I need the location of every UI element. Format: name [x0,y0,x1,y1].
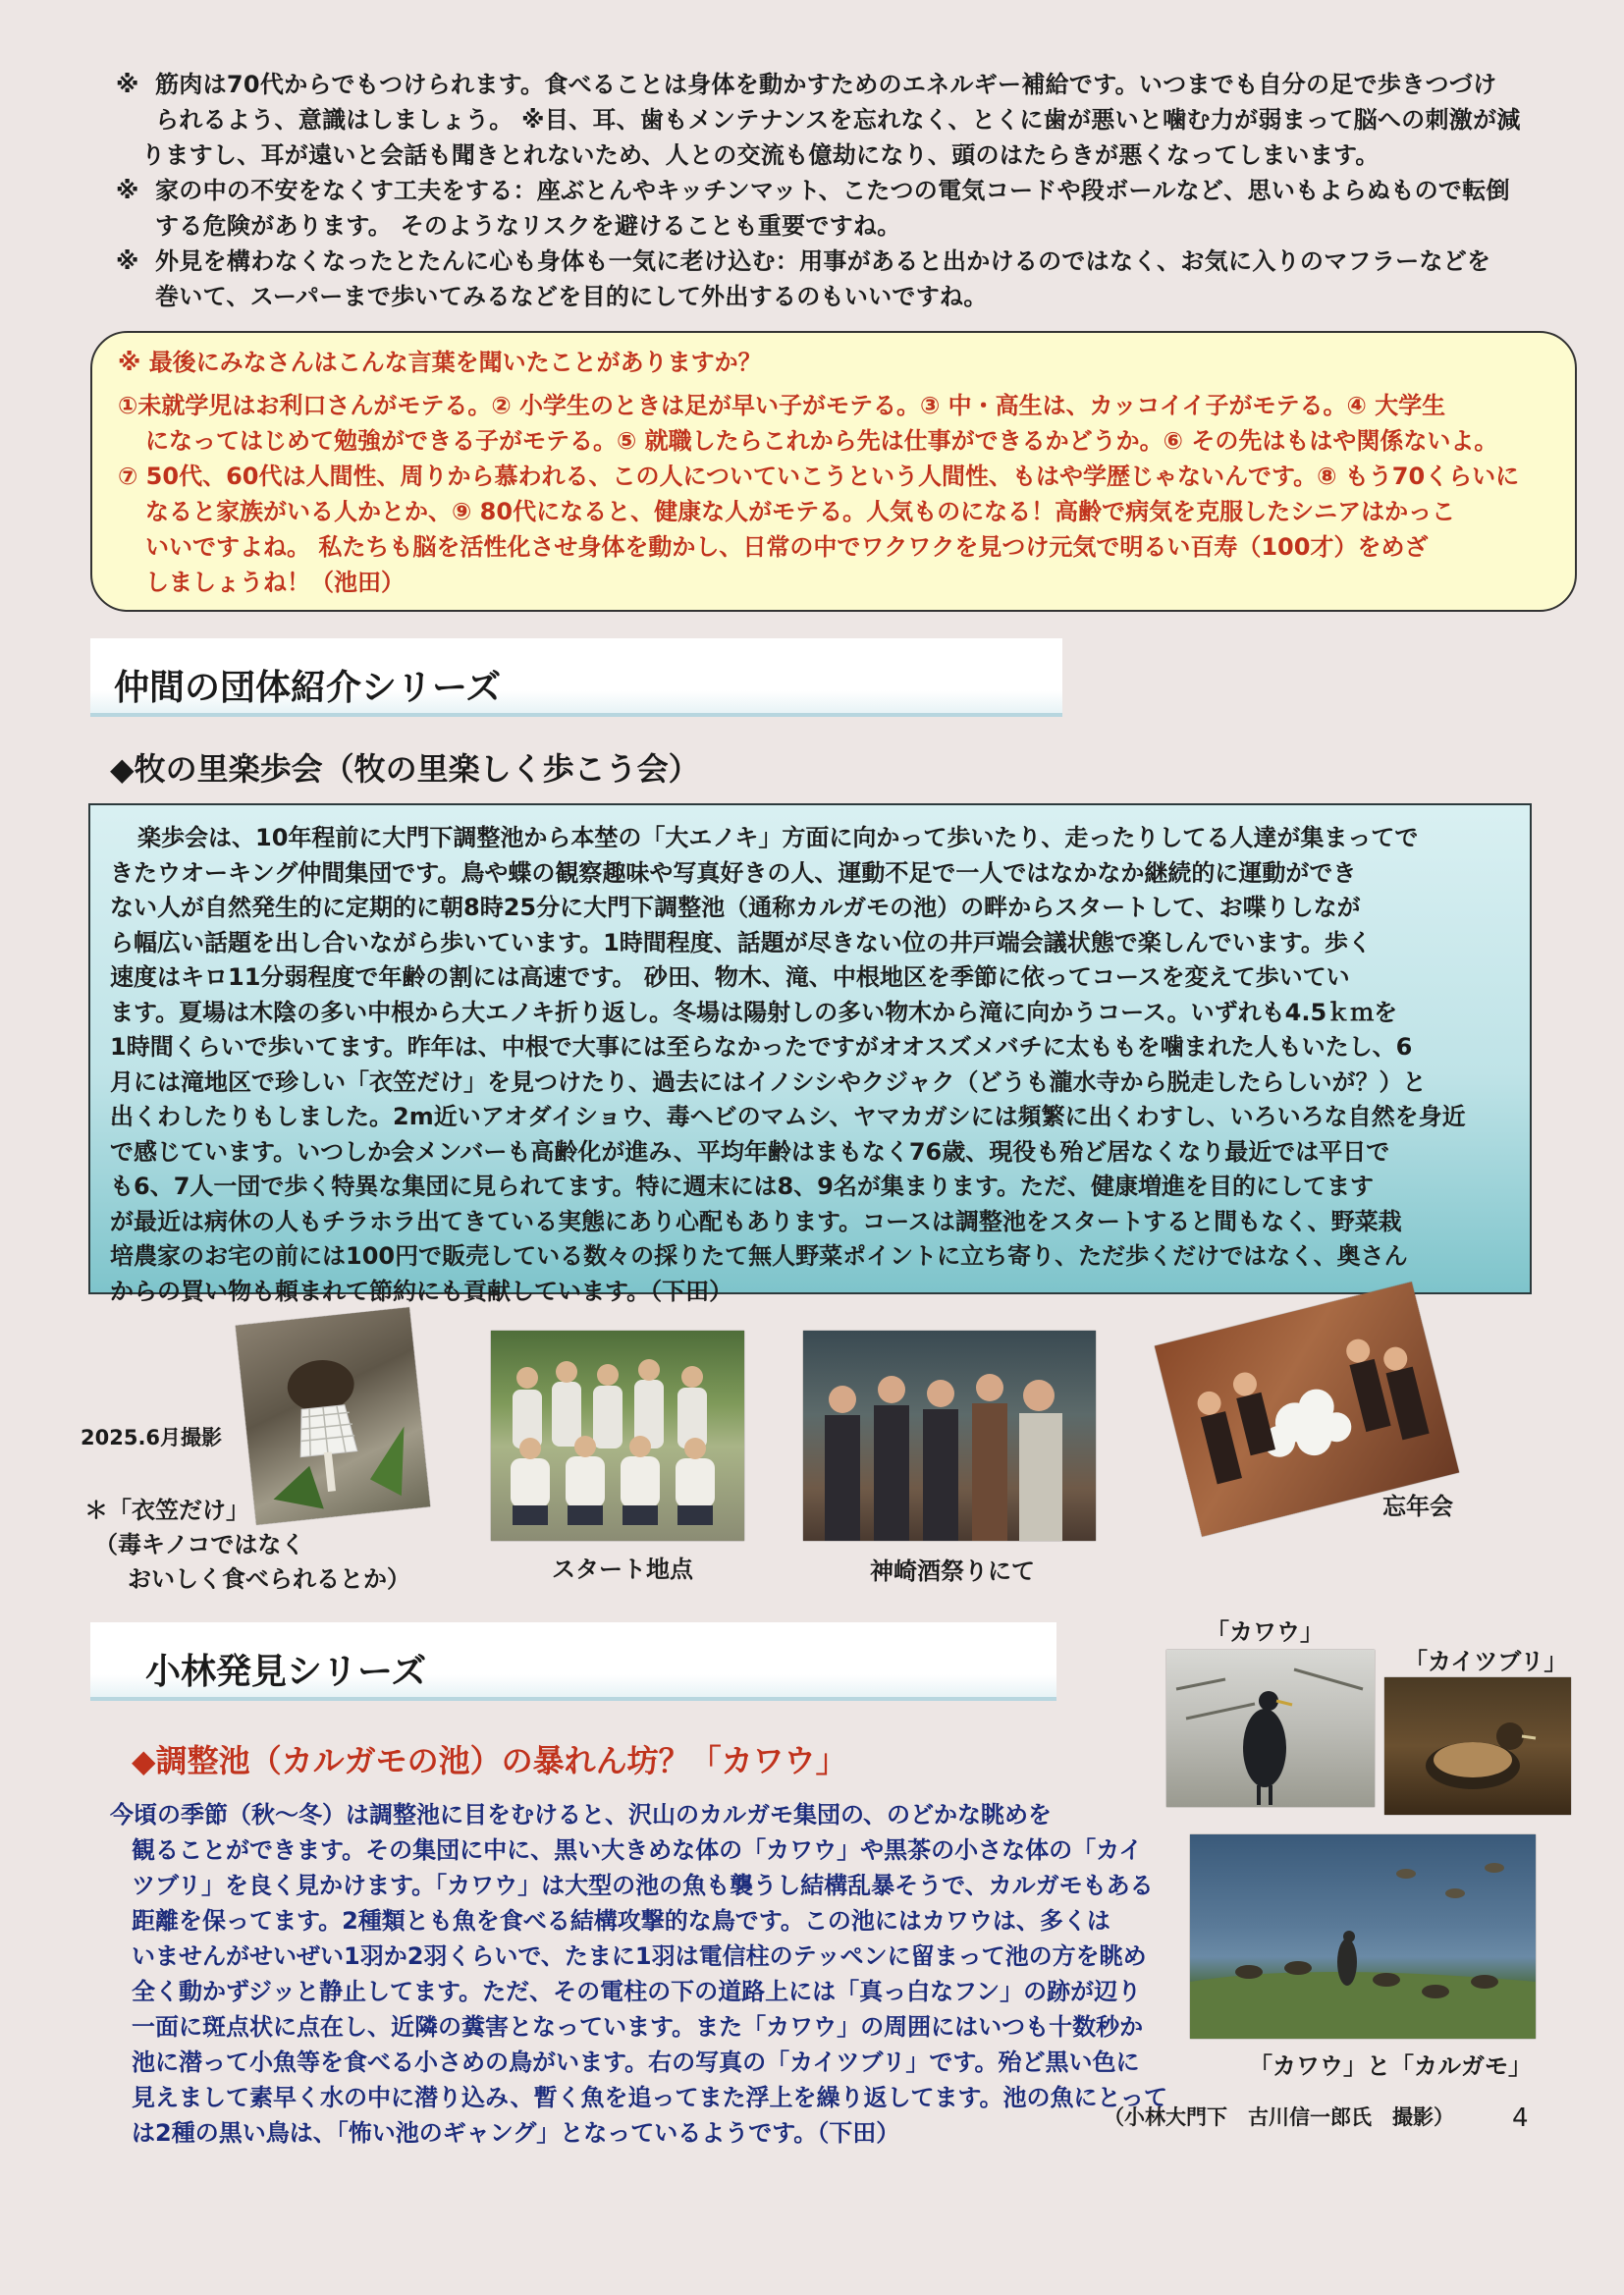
note-line: られるよう、意識はしましょう。 ※目、耳、歯もメンテナンスを忘れなく、とくに歯が悪いと噛む力が弱まって脳への刺激が減 [155,106,1521,134]
saying-line: しましょうね！（池田） [145,569,405,596]
festival-photo [803,1331,1096,1541]
group-description [110,821,1514,1309]
kaitsuburi-caption: 「カイツブリ」 [1404,1648,1568,1675]
saying-heading: ※ 最後にみなさんはこんな言葉を聞いたことがありますか？ [118,349,762,376]
kobayashi-article [90,1797,1180,2151]
description-line: 速度はキロ11分弱程度で年齢の割には高速です。 砂田、物木、滝、中根地区を季節に依ってコースを変えて歩いてい [110,963,1350,991]
article-line: 今頃の季節（秋～冬）は調整池に目をむけると、沢山のカルガモ集団の、のどかな眺めを [110,1801,1053,1829]
festival-people-illustration [803,1331,1096,1541]
start-point-caption: スタート地点 [552,1556,693,1583]
mushroom-caption-note: （毒キノコではなく [94,1531,305,1558]
page-number: 4 [1512,2104,1529,2133]
note-line: 巻いて、スーパーまで歩いてみるなどを目的にして外出するのもいいですね。 [155,283,988,310]
saying-line: いいですよね。 私たちも脳を活性化させ身体を動かし、日常の中でワクワクを見つけ元気で明るい百寿（100才）をめざ [145,533,1429,561]
kawau-karugamo-photo [1190,1834,1536,2039]
photo-date-caption: 2025.6月撮影 [81,1426,223,1449]
article-line: 見えまして素早く水の中に潜り込み、暫く魚を追ってまた浮上を繰り返してます。池の魚にとって [132,2084,1168,2111]
description-line: きたウオーキング仲間集団です。鳥や蝶の観察趣味や写真好きの人、運動不足で一人ではなかなか継続的に運動ができ [110,858,1357,887]
note-line: 筋肉は70代からでもつけられます。食べることは身体を動かすためのエネルギー補給です。いつまでも自分の足で歩きつづけ [155,71,1497,98]
mushroom-photo [236,1307,430,1524]
kobayashi-subtitle: ◆調整池（カルガモの池）の暴れん坊？「カワウ」 [132,1742,847,1779]
grebe-illustration [1384,1677,1571,1815]
article-line: 観ることができます。その集団に中に、黒い大きめな体の「カワウ」や黒茶の小さな体の「カイ [132,1836,1143,1864]
saying-line: ①未就学児はお利口さんがモテる。② 小学生のときは足が早い子がモテる。③ 中・高生は、カッコイイ子がモテる。④ 大学生 [118,392,1446,419]
article-line: 全く動かずジッと静止してます。ただ、その電柱の下の道路上には「真っ白なフン」の跡が辺り [132,1978,1142,2005]
group-section-header [90,638,1062,717]
kobayashi-section-title: 小林発見シリーズ [145,1652,427,1692]
description-line: ら幅広い話題を出し合いながら歩いています。1時間程度、話題が尽きない位の井戸端会議状態で楽しんでいます。歩く [110,928,1372,956]
festival-caption: 神崎酒祭りにて [870,1557,1035,1585]
note-mark: ※ [116,177,139,204]
note-line: りますし、耳が遠いと会話も聞きとれないため、人との交流も億劫になり、頭のはたらきが悪くなってしまいます。 [141,141,1380,169]
note-line: 外見を構わなくなったとたんに心も身体も一気に老け込む：用事があると出かけるのではなく、お気に入りのマフラーなどを [155,247,1491,275]
kawau-caption: 「カワウ」 [1206,1618,1324,1646]
group-description-box [88,803,1532,1305]
saying-box [90,331,1577,612]
kaitsuburi-photo [1384,1677,1571,1815]
kobayashi-section-header [90,1622,1056,1701]
kawau-photo [1166,1650,1375,1807]
saying-line: になってはじめて勉強ができる子がモテる。⑤ 就職したらこれから先は仕事ができるかどうか。⑥ その先はもはや関係ないよ。 [145,427,1498,455]
article-line: 池に潜って小魚等を食べる小さめの鳥がいます。右の写真の「カイツブリ」です。殆ど黒い色に [132,2049,1140,2076]
start-point-photo [491,1331,744,1541]
bonenkai-caption: 忘年会 [1382,1493,1453,1520]
description-line: で感じています。いつしか会メンバーも高齢化が進み、平均年齢はまもなく76歳、現役も殆ど居なくなり最近では平日で [110,1137,1390,1166]
group-subtitle: ◆牧の里楽歩会（牧の里楽しく歩こう会） [110,750,700,788]
description-line: 月には滝地区で珍しい「衣笠だけ」を見つけたり、過去にはイノシシやクジャク（どうも瀧水寺から脱走したらしいが？）と [110,1067,1427,1096]
note-mark: ※ [116,71,139,98]
note-home-safety [116,173,1559,244]
note-muscle [116,67,1559,173]
photo-credit: （小林大門下 古川信一郎氏 撮影） [1104,2105,1454,2129]
saying-line: なると家族がいる人かとか、⑨ 80代になると、健康な人がモテる。人気ものになる！高齢で病気を克服したシニアはかっこ [145,498,1456,525]
mushroom-caption-title: ＊「衣笠だけ」 [84,1497,249,1524]
description-line: 出くわしたりもしました。2m近いアオダイショウ、毒ヘビのマムシ、ヤマカガシには頻繁に出くわすし、いろいろな自然を身近 [110,1103,1466,1130]
saying-body [118,388,1561,600]
description-line: ない人が自然発生的に定期的に朝8時25分に大門下調整池（通称カルガモの池）の畔からスタートして、お喋りしなが [110,894,1361,921]
article-line: いませんがせいぜい1羽か2羽くらいで、たまに1羽は電信柱のテッペンに留まって池の方を眺め [132,1942,1147,1970]
article-line: ツブリ」を良く見かけます。「カワウ」は大型の池の魚も襲うし結構乱暴そうで、カルガモもある [132,1872,1154,1899]
description-line: 楽歩会は、10年程前に大門下調整池から本埜の「大エノキ」方面に向かって歩いたり、走ったりしてる人達が集まってで [137,824,1419,851]
description-line: からの買い物も頼まれて節約にも貢献しています。（下田） [110,1277,733,1305]
description-line: 培農家のお宅の前には100円で販売している数々の採りたて無人野菜ポイントに立ち寄り、ただ歩くだけではなく、奥さん [110,1242,1408,1270]
note-mark: ※ [116,247,139,275]
note-line: する危険があります。 そのようなリスクを避けることも重要ですね。 [155,212,901,240]
article-line: 距離を保ってます。2種類とも魚を食べる結構攻撃的な鳥です。この池にはカワウは、多くは [132,1907,1110,1935]
saying-line: ⑦ 50代、60代は人間性、周りから慕われる、この人についていこうという人間性、もはや学歴じゃないんです。⑧ もう70くらいに [118,463,1520,490]
group-section-title: 仲間の団体紹介シリーズ [114,668,502,708]
article-line: 一面に斑点状に点在し、近隣の糞害となっています。また「カワウ」の周囲にはいつも十数秒か [132,2013,1144,2041]
group-people-illustration [491,1331,744,1541]
note-line: 家の中の不安をなくす工夫をする：座ぶとんやキッチンマット、こたつの電気コードや段ボールなど、思いもよらぬもので転倒 [155,177,1510,204]
mushroom-caption-note2: おいしく食べられるとか） [128,1565,410,1593]
pond-birds-illustration [1190,1834,1536,2039]
cormorant-illustration [1166,1650,1375,1807]
kawau-karugamo-caption: 「カワウ」と「カルガモ」 [1249,2052,1532,2080]
description-line: 1時間くらいで歩いてます。昨年は、中根で大事には至らなかったですがオオスズメバチに太ももを噛まれた人もいたし、6 [110,1033,1413,1061]
article-line: は2種の黒い鳥は、「怖い池のギャング」となっているようです。（下田） [132,2119,900,2147]
description-line: も6、7人一団で歩く特異な集団に見られてます。特に週末には8、9名が集まります。ただ、健康増進を目的にしてます [110,1173,1374,1200]
description-line: ます。夏場は木陰の多い中根から大エノキ折り返し。冬場は陽射しの多い物木から滝に向かうコース。いずれも4.5ｋｍを [110,998,1398,1026]
note-appearance [116,244,1559,314]
description-line: が最近は病休の人もチラホラ出てきている実態にあり心配もあります。コースは調整池をスタートすると間もなく、野菜栽 [110,1207,1402,1235]
mushroom-illustration [236,1307,430,1524]
